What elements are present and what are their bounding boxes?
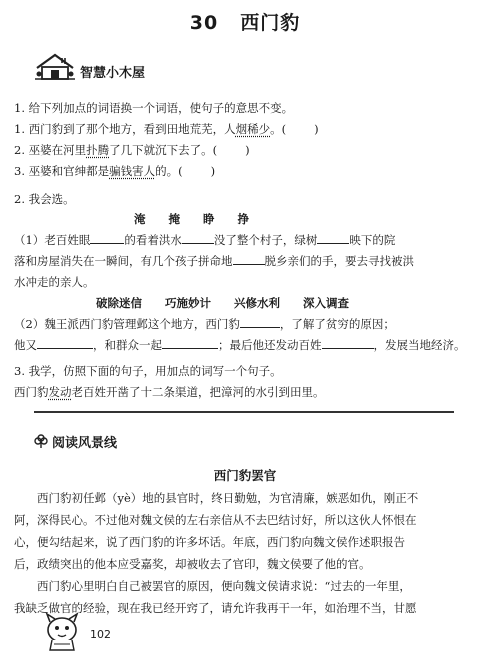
- q1-sentence-2: 2. 巫婆在河里扑腾了几下就沉下去了。( ): [14, 143, 250, 157]
- cabin-icon: [34, 52, 76, 86]
- section-heading-reading: 阅读风景线: [52, 436, 118, 451]
- q2-prompt: 2. 我会选。: [14, 192, 75, 206]
- story-line: 西门豹心里明白自己被罢官的原因，便向魏文侯请求说：“过去的一年里，: [14, 579, 411, 593]
- story-line: 阿，深得民心。不过他对魏文侯的左右亲信从不去巴结讨好，所以这伙人怀恨在: [14, 513, 417, 527]
- story-line: 西门豹初任邺（yè）地的县官时，终日勤勉，为官清廉，嫉恶如仇，刚正不: [14, 491, 419, 505]
- dotted-word: 烟稀少: [235, 122, 271, 136]
- story-line: 心，便勾结起来，说了西门豹的许多坏话。年底，西门豹向魏文侯作述职报告: [14, 535, 405, 549]
- flower-icon: [34, 433, 48, 452]
- dotted-word: 骗钱害人: [109, 164, 156, 178]
- dotted-word: 扑腾: [86, 143, 110, 157]
- story-line: 我缺乏做官的经验，现在我已经开窍了，请允许我再干一年，如治理不当，甘愿: [14, 601, 417, 615]
- lesson-number: 30: [189, 12, 219, 34]
- q2-paragraph-1-line-2: 落和房屋消失在一瞬间，有几个孩子拼命地 脱乡亲们的手，要去寻找被洪: [14, 254, 414, 268]
- q1-sentence-3: 3. 巫婆和官绅都是骗钱害人的。( ): [14, 164, 216, 178]
- story-title: 西门豹罢官: [213, 468, 277, 483]
- q1-prompt: 1. 给下列加点的词语换一个词语，使句子的意思不变。: [14, 101, 294, 115]
- mascot-icon: [40, 612, 84, 656]
- q3-prompt: 3. 我学，仿照下面的句子，用加点的词写一个句子。: [14, 364, 282, 378]
- section-heading-wisdom: 智慧小木屋: [80, 66, 146, 81]
- dotted-word: 发动: [48, 385, 72, 399]
- section-divider: [34, 411, 454, 413]
- q2-paragraph-2-line-1: （2）魏王派西门豹管理邺这个地方，西门豹 ，了解了贫穷的原因；: [14, 317, 395, 331]
- q2-paragraph-1-line-3: 水冲走的亲人。: [14, 275, 95, 289]
- word-choices-1: 淹 掩 睁 挣: [134, 212, 249, 226]
- q3-example-sentence: 西门豹发动老百姓开凿了十二条渠道，把漳河的水引到田里。: [14, 385, 325, 399]
- page-title: [0, 8, 490, 35]
- story-line: 后，政绩突出的他本应受嘉奖，却被收去了官印，魏文侯要了他的官。: [14, 557, 371, 571]
- q2-paragraph-1-line-1: （1）老百姓眼 的看着洪水 没了整个村子，绿树 映下的院: [14, 233, 396, 247]
- page-number: 102: [90, 628, 111, 641]
- q2-paragraph-2-line-2: 他又 ，和群众一起 ；最后他还发动百姓 ，发展当地经济。: [14, 338, 466, 352]
- q1-sentence-1: 1. 西门豹到了那个地方，看到田地荒芜，人烟稀少。( ): [14, 122, 319, 136]
- word-choices-2: 破除迷信 巧施妙计 兴修水利 深入调查: [96, 296, 349, 310]
- lesson-title: 西门豹: [240, 12, 301, 34]
